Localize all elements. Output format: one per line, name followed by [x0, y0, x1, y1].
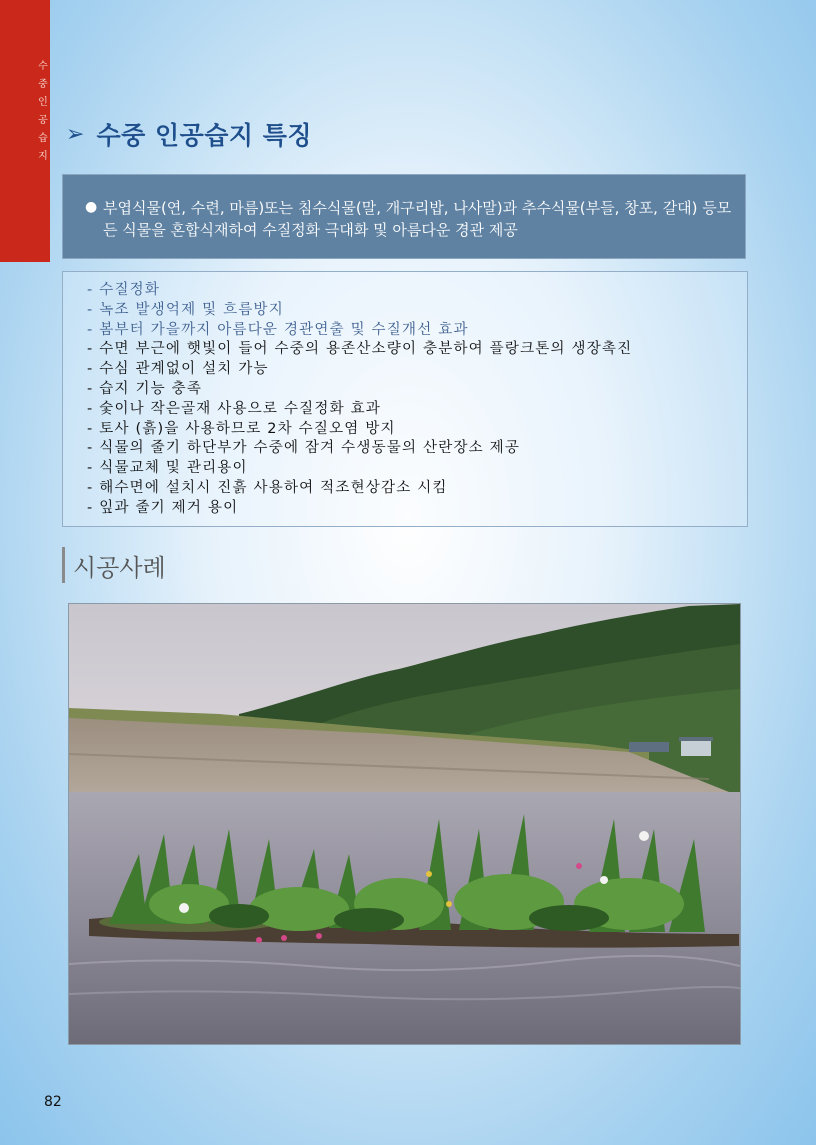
feature-item: - 수질정화: [87, 282, 161, 298]
feature-item: - 숯이나 작은골재 사용으로 수질정화 효과: [87, 400, 381, 417]
feature-item: - 녹조 발생억제 및 흐름방지: [87, 301, 284, 318]
feature-item: - 잎과 줄기 제거 용이: [87, 499, 239, 516]
section-title: 시공사례: [73, 553, 166, 582]
feature-item: - 식물교체 및 관리용이: [87, 460, 248, 477]
page-title-row: [66, 116, 312, 152]
arrow-bullet-icon: ➢: [66, 121, 85, 147]
section-heading-bar: [62, 547, 65, 583]
side-chapter-label: 수중인공습지: [38, 61, 48, 162]
feature-item: - 습지 기능 충족: [87, 380, 203, 397]
feature-item: - 식물의 줄기 하단부가 수중에 잠겨 수생동물의 산란장소 제공: [87, 440, 521, 457]
feature-item: - 봄부터 가을까지 아름다운 경관연출 및 수질개선 효과: [87, 321, 469, 338]
summary-box: [62, 174, 746, 259]
feature-item: - 토사 (흙)을 사용하므로 2차 수질오염 방지: [87, 420, 396, 437]
bullet-dot-icon: ●: [85, 199, 98, 215]
page-number: 82: [44, 1094, 62, 1110]
side-chapter-tab: [0, 0, 50, 262]
floating-wetland-photo: [68, 603, 741, 1045]
section-heading: [62, 546, 166, 584]
features-list: [87, 281, 632, 519]
feature-item: - 수심 관계없이 설치 가능: [87, 361, 269, 378]
page-title: 수중 인공습지 특징: [96, 121, 313, 150]
summary-text: 부엽식물(연, 수련, 마름)또는 침수식물(말, 개구리밥, 나사말)과 추수식물(부들, 창포, 갈대) 등모든 식물을 혼합식재하여 수질정화 극대화 및 아름다운 경관 제공: [103, 199, 732, 239]
wetland-photo-illustration: [69, 604, 740, 1044]
features-box: [62, 271, 748, 527]
feature-item: - 해수면에 설치시 진흙 사용하여 적조현상감소 시킴: [87, 479, 448, 496]
feature-item: - 수면 부근에 햇빛이 들어 수중의 용존산소량이 충분하여 플랑크톤의 생장촉진: [87, 341, 633, 358]
